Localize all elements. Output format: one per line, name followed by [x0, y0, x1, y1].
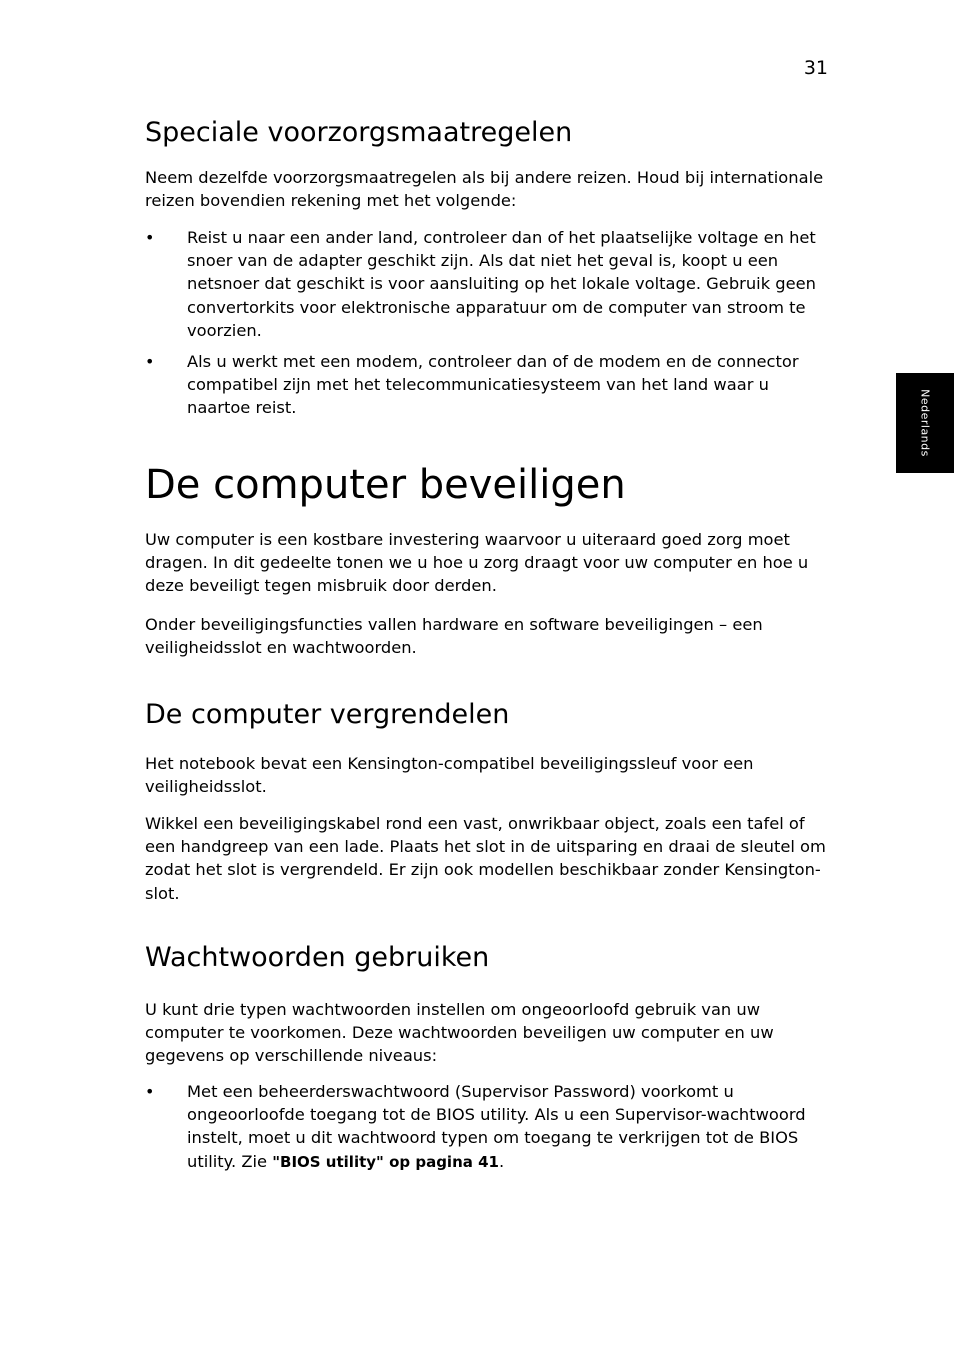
precautions-intro: Neem dezelfde voorzorgsmaatregelen als bij andere reizen. Houd bij internationale reizen bovendien rekening met het volgende:	[145, 168, 824, 211]
lock-paragraph-2: Wikkel een beveiligingskabel rond een vast, onwrikbaar object, zoals een tafel of een handgreep van een lade. Plaats het slot in de uitsparing en draai de sleutel om zodat het slot is vergrendeld. Er zijn ook modellen beschikbaar zonder Kensington-slot.	[145, 814, 826, 903]
bullet-text: Reist u naar een ander land, controleer dan of het plaatselijke voltage en het snoer van de adapter geschikt zijn. Als dat niet het geval is, koopt u een netsnoer dat geschikt is voor aansluiting op het lokale voltage. Gebruik geen convertorkits voor elektronische apparatuur om de computer van stroom te voorzien.	[187, 228, 816, 340]
language-side-tab	[896, 373, 954, 473]
supervisor-password-text: Met een beheerderswachtwoord (Supervisor Password) voorkomt u ongeoorloofde toegang tot de BIOS utility. Als u een Supervisor-wachtwoord instelt, moet u dit wachtwoord typen om toegang te verkrijgen tot de BIOS utility. Zie	[187, 1082, 806, 1171]
language-side-tab-label: Nederlands	[918, 389, 932, 457]
heading-use-passwords: Wachtwoorden gebruiken	[145, 942, 490, 973]
bullet-end-punctuation: .	[498, 1151, 505, 1171]
bios-utility-link[interactable]: "BIOS utility" op pagina 41	[272, 1152, 499, 1171]
heading-lock-computer: De computer vergrendelen	[145, 699, 510, 730]
bullet-icon: •	[145, 228, 155, 247]
secure-paragraph-2: Onder beveiligingsfuncties vallen hardware en software beveiligingen – een veiligheidsslot en wachtwoorden.	[145, 615, 763, 658]
bullet-icon: •	[145, 352, 155, 371]
secure-paragraph-1: Uw computer is een kostbare investering waarvoor u uiteraard goed zorg moet dragen. In dit gedeelte tonen we u hoe u zorg draagt voor uw computer en hoe u deze beveiligt tegen misbruik door derden.	[145, 530, 809, 596]
heading-special-precautions: Speciale voorzorgsmaatregelen	[145, 117, 573, 148]
bullet-icon: •	[145, 1082, 155, 1101]
heading-secure-computer: De computer beveiligen	[145, 462, 626, 508]
bullet-text	[187, 1080, 835, 1174]
lock-paragraph-1: Het notebook bevat een Kensington-compatibel beveiligingssleuf voor een veiligheidsslot.	[145, 754, 754, 797]
passwords-intro: U kunt drie typen wachtwoorden instellen om ongeoorloofd gebruik van uw computer te voorkomen. Deze wachtwoorden beveiligen uw computer en uw gegevens op verschillende niveaus:	[145, 1000, 774, 1066]
bullet-text: Als u werkt met een modem, controleer dan of de modem en de connector compatibel zijn met het telecommunicatiesysteem van het land waar u naartoe reist.	[187, 352, 799, 418]
page-number: 31	[803, 57, 828, 79]
